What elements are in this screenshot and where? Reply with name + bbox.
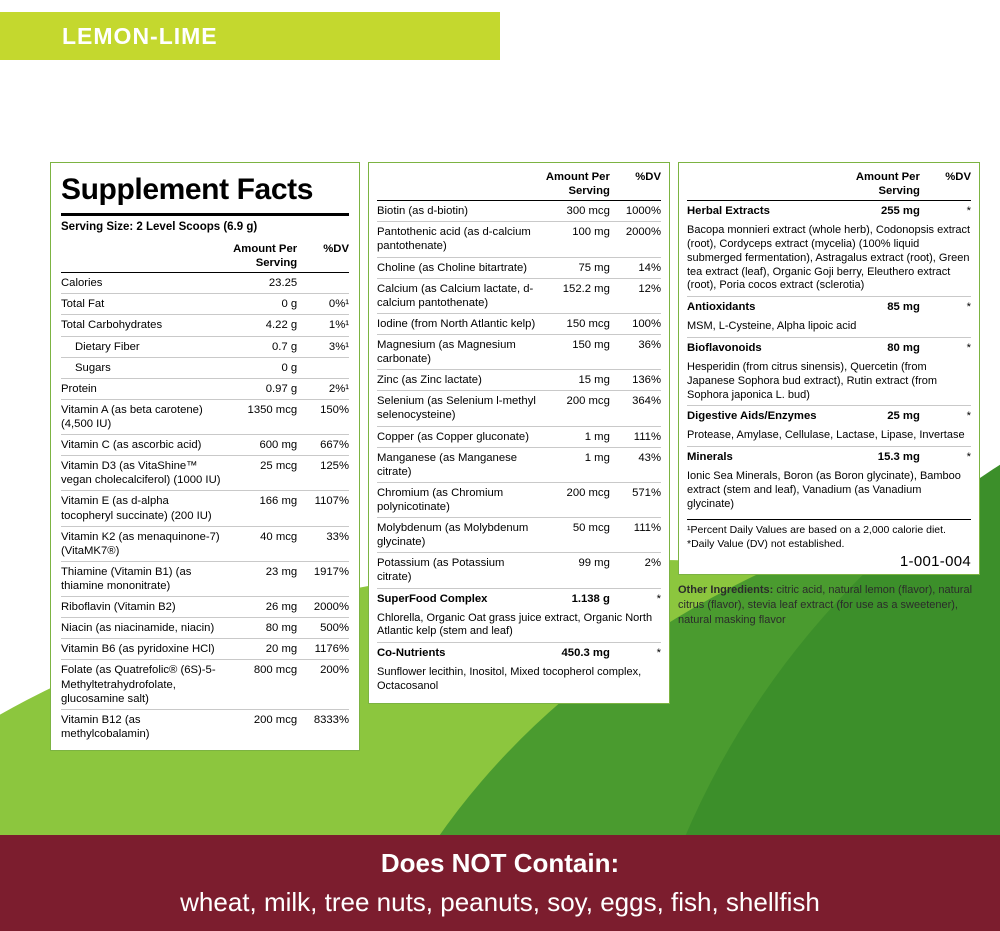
column-header-dv: %DV xyxy=(920,167,971,201)
nutrient-amount: 100 mg xyxy=(572,226,610,239)
nutrient-daily-value: 150% xyxy=(320,403,349,416)
blend-ingredients: Protease, Amylase, Cellulase, Lactase, Lipase, Invertase xyxy=(687,429,965,442)
nutrient-amount: 0 g xyxy=(281,361,298,374)
nutrient-amount: 200 mcg xyxy=(566,486,610,499)
table-header-row xyxy=(61,239,349,273)
table-row xyxy=(377,482,661,517)
table-row xyxy=(61,526,349,561)
nutrient-daily-value: 200% xyxy=(320,664,349,677)
blend-amount: 255 mg xyxy=(880,205,920,218)
nutrient-name: Vitamin C (as ascorbic acid) xyxy=(61,439,202,452)
nutrient-daily-value: 36% xyxy=(638,338,661,351)
table-row xyxy=(377,313,661,334)
blend-detail-row xyxy=(687,467,971,514)
allergen-heading: Does NOT Contain: xyxy=(380,848,620,878)
nutrient-amount: 800 mcg xyxy=(253,664,298,677)
table-row xyxy=(61,491,349,526)
table-row xyxy=(61,660,349,709)
nutrient-amount: 4.22 g xyxy=(265,319,298,332)
nutrient-amount: 1 mg xyxy=(584,430,610,443)
blend-amount: 450.3 mg xyxy=(561,647,610,660)
nutrient-name: Vitamin E (as d-alpha tocopheryl succinate) (200 IU) xyxy=(61,495,212,522)
nutrient-daily-value: 1%¹ xyxy=(328,319,349,332)
nutrient-name: Vitamin D3 (as VitaShine™ vegan cholecalciferol) (1000 IU) xyxy=(61,460,221,487)
nutrient-name: Choline (as Choline bitartrate) xyxy=(377,261,528,274)
blend-detail-row xyxy=(687,358,971,406)
nutrient-amount: 1350 mcg xyxy=(247,403,298,416)
nutrient-daily-value: 1176% xyxy=(314,643,349,656)
nutrient-daily-value: 125% xyxy=(320,460,349,473)
nutrient-amount: 166 mg xyxy=(259,495,298,508)
column-header-amount: Amount Per Serving xyxy=(222,239,297,273)
table-row xyxy=(61,618,349,639)
blend-daily-value: * xyxy=(656,647,661,660)
nutrient-amount: 150 mg xyxy=(572,338,610,351)
nutrient-name: Total Carbohydrates xyxy=(61,319,163,332)
nutrient-name: Manganese (as Manganese citrate) xyxy=(377,451,518,478)
table-row xyxy=(377,447,661,482)
nutrient-name: Riboflavin (Vitamin B2) xyxy=(61,601,176,614)
nutrient-amount: 0 g xyxy=(281,298,298,311)
nutrient-daily-value: 1917% xyxy=(313,565,349,578)
nutrient-daily-value: 2000% xyxy=(625,226,661,239)
blend-ingredients: Chlorella, Organic Oat grass juice extract, Organic North Atlantic kelp (stem and leaf) xyxy=(377,611,653,638)
nutrient-amount: 152.2 mg xyxy=(562,282,610,295)
nutrient-amount: 150 mcg xyxy=(566,317,610,330)
nutrient-daily-value: 3%¹ xyxy=(328,340,349,353)
nutrient-amount: 0.97 g xyxy=(265,382,298,395)
title-rule xyxy=(61,213,349,216)
table-row xyxy=(377,222,661,257)
nutrition-rows-tertiary xyxy=(687,201,971,515)
blend-row xyxy=(687,447,971,468)
other-ingredients xyxy=(678,583,980,628)
nutrient-amount: 1 mg xyxy=(584,451,610,464)
nutrient-daily-value: 43% xyxy=(638,451,661,464)
blend-amount: 80 mg xyxy=(887,341,920,354)
blend-daily-value: * xyxy=(966,205,971,218)
column-header-dv: %DV xyxy=(297,239,349,273)
table-row xyxy=(61,357,349,378)
blend-name: Bioflavonoids xyxy=(687,341,762,354)
nutrient-name: Calories xyxy=(61,277,103,290)
table-row xyxy=(61,399,349,434)
nutrient-daily-value: 136% xyxy=(632,374,661,387)
nutrient-daily-value: 2% xyxy=(644,557,661,570)
table-row xyxy=(61,435,349,456)
nutrient-amount: 600 mg xyxy=(259,439,298,452)
nutrient-daily-value xyxy=(297,357,349,378)
nutrient-name: Vitamin K2 (as menaquinone-7) (VitaMK7®) xyxy=(61,530,220,557)
nutrient-name: Magnesium (as Magnesium carbonate) xyxy=(377,338,516,366)
nutrition-table-primary xyxy=(61,239,349,744)
table-row xyxy=(61,315,349,336)
blend-row xyxy=(377,588,661,609)
nutrient-name: Dietary Fiber xyxy=(75,340,140,353)
nutrient-daily-value: 100% xyxy=(632,317,661,330)
nutrient-daily-value: 0%¹ xyxy=(328,298,349,311)
blend-name: Co-Nutrients xyxy=(377,647,446,660)
blend-amount: 15.3 mg xyxy=(877,451,920,464)
column-header-nutrient xyxy=(61,239,222,273)
table-row xyxy=(377,426,661,447)
blend-ingredients: MSM, L-Cysteine, Alpha lipoic acid xyxy=(687,320,857,333)
nutrient-name: Total Fat xyxy=(61,298,105,311)
blend-name: Minerals xyxy=(687,451,733,464)
nutrient-daily-value xyxy=(297,273,349,294)
nutrient-amount: 20 mg xyxy=(265,643,298,656)
nutrient-amount: 23.25 xyxy=(268,277,298,290)
column-header-amount: Amount Per Serving xyxy=(846,167,920,201)
nutrient-name: Calcium (as Calcium lactate, d-calcium pantothenate) xyxy=(377,282,534,309)
nutrient-daily-value: 667% xyxy=(320,439,349,452)
nutrient-amount: 25 mcg xyxy=(260,460,298,473)
nutrient-daily-value: 364% xyxy=(632,395,661,408)
blend-row xyxy=(687,337,971,358)
blend-daily-value: * xyxy=(966,341,971,354)
footnotes xyxy=(687,519,971,551)
blend-daily-value: * xyxy=(656,592,661,605)
blend-detail-row xyxy=(687,221,971,296)
nutrient-daily-value: 8333% xyxy=(313,713,349,726)
flavor-label: LEMON-LIME xyxy=(62,22,218,49)
blend-daily-value: * xyxy=(966,301,971,314)
blend-detail-row xyxy=(687,317,971,337)
nutrition-table-tertiary xyxy=(687,167,971,515)
nutrient-name: Copper (as Copper gluconate) xyxy=(377,430,529,443)
blend-ingredients: Bacopa monnieri extract (whole herb), Codonopsis extract (root), Cordyceps extract (mycelia) (100% liquid submerged fermentation), Astragalus extract (root), Green tea extract (leaf), Organic Goji berry, Eleuthero extract (root), Poria cocos extract (sclerotia) xyxy=(687,224,971,292)
table-row xyxy=(61,597,349,618)
nutrient-name: Vitamin B12 (as methylcobalamin) xyxy=(61,713,150,740)
supplement-facts-panels xyxy=(50,162,980,751)
blend-ingredients: Hesperidin (from citrus sinensis), Quercetin (from Japanese Sophora bud extract), Rutin extract (from Sophora japonica L. bud) xyxy=(687,361,938,401)
table-row xyxy=(61,561,349,596)
nutrient-daily-value: 33% xyxy=(326,530,349,543)
blend-daily-value: * xyxy=(966,451,971,464)
table-row xyxy=(377,278,661,313)
supplement-facts-panel-tertiary xyxy=(678,162,980,575)
supplement-facts-panel-secondary xyxy=(368,162,670,704)
nutrient-amount: 15 mg xyxy=(578,374,610,387)
blend-name: Digestive Aids/Enzymes xyxy=(687,410,817,423)
nutrient-name: Biotin (as d-biotin) xyxy=(377,205,469,218)
allergen-list: wheat, milk, tree nuts, peanuts, soy, eggs, fish, shellfish xyxy=(180,887,820,917)
nutrient-daily-value: 14% xyxy=(638,261,661,274)
blend-ingredients: Sunflower lecithin, Inositol, Mixed tocopherol complex, Octacosanol xyxy=(377,666,642,692)
blend-amount: 1.138 g xyxy=(571,592,610,605)
nutrient-name: Vitamin B6 (as pyridoxine HCl) xyxy=(61,643,215,656)
column-header-nutrient xyxy=(377,167,536,201)
allergen-banner xyxy=(0,835,1000,931)
nutrient-name: Vitamin A (as beta carotene) (4,500 IU) xyxy=(61,403,203,430)
lot-code: 1-001-004 xyxy=(899,552,971,570)
table-row xyxy=(61,456,349,491)
table-header-row xyxy=(687,167,971,201)
other-ingredients-text: citric acid, natural lemon (flavor), natural citrus (flavor), stevia leaf extract (for use as a sweetener), natural masking flavor xyxy=(678,583,973,626)
nutrient-name: Pantothenic acid (as d-calcium pantothenate) xyxy=(377,226,531,253)
blend-detail-row xyxy=(687,426,971,446)
table-row xyxy=(61,273,349,294)
blend-name: SuperFood Complex xyxy=(377,592,488,605)
nutrient-name: Selenium (as Selenium l-methyl selenocysteine) xyxy=(377,395,536,422)
nutrient-amount: 75 mg xyxy=(578,261,610,274)
table-row xyxy=(377,553,661,588)
flavor-banner xyxy=(0,12,500,60)
nutrient-daily-value: 2000% xyxy=(313,601,349,614)
nutrient-amount: 200 mcg xyxy=(253,713,298,726)
blend-amount: 85 mg xyxy=(887,301,920,314)
blend-daily-value: * xyxy=(966,410,971,423)
blend-ingredients: Ionic Sea Minerals, Boron (as Boron glycinate), Bamboo extract (stem and leaf), Vanadium (as Vanadium glycinate) xyxy=(687,470,961,510)
table-row xyxy=(377,334,661,369)
serving-size: Serving Size: 2 Level Scoops (6.9 g) xyxy=(61,221,258,233)
nutrient-name: Niacin (as niacinamide, niacin) xyxy=(61,622,215,635)
nutrient-daily-value: 2%¹ xyxy=(328,382,349,395)
nutrient-amount: 80 mg xyxy=(265,622,298,635)
table-row xyxy=(61,378,349,399)
other-ingredients-label: Other Ingredients: xyxy=(678,583,774,596)
blend-row xyxy=(687,297,971,318)
nutrition-table-secondary xyxy=(377,167,661,697)
column-header-nutrient xyxy=(687,167,846,201)
blend-name: Herbal Extracts xyxy=(687,205,770,218)
nutrient-amount: 99 mg xyxy=(578,557,610,570)
table-row xyxy=(377,201,661,222)
column-header-dv: %DV xyxy=(610,167,661,201)
nutrient-name: Sugars xyxy=(75,361,111,374)
nutrient-name: Folate (as Quatrefolic® (6S)-5-Methyltetrahydrofolate, glucosamine salt) xyxy=(61,664,216,705)
nutrient-amount: 0.7 g xyxy=(272,340,298,353)
nutrition-rows-secondary xyxy=(377,201,661,697)
nutrient-name: Thiamine (Vitamin B1) (as thiamine mononitrate) xyxy=(61,565,192,592)
nutrient-amount: 26 mg xyxy=(265,601,298,614)
nutrient-amount: 50 mcg xyxy=(572,522,610,535)
nutrient-daily-value: 1107% xyxy=(314,495,349,508)
nutrient-name: Iodine (from North Atlantic kelp) xyxy=(377,317,536,330)
nutrient-amount: 200 mcg xyxy=(566,395,610,408)
table-row xyxy=(377,518,661,553)
nutrient-daily-value: 1000% xyxy=(625,205,661,218)
table-row xyxy=(377,257,661,278)
nutrient-name: Chromium (as Chromium polynicotinate) xyxy=(377,486,504,513)
page-title: Supplement Facts xyxy=(61,173,313,206)
nutrient-name: Zinc (as Zinc lactate) xyxy=(377,374,482,387)
blend-amount: 25 mg xyxy=(887,410,920,423)
blend-row xyxy=(687,201,971,222)
nutrient-daily-value: 111% xyxy=(633,430,661,443)
blend-row xyxy=(377,643,661,664)
nutrient-daily-value: 12% xyxy=(638,282,661,295)
nutrient-daily-value: 571% xyxy=(632,486,661,499)
nutrient-daily-value: 111% xyxy=(633,522,661,535)
blend-detail-row xyxy=(377,609,661,643)
table-header-row xyxy=(377,167,661,201)
blend-row xyxy=(687,406,971,427)
table-row xyxy=(61,639,349,660)
nutrient-daily-value: 500% xyxy=(320,622,349,635)
table-row xyxy=(61,709,349,744)
table-row xyxy=(377,370,661,391)
blend-name: Antioxidants xyxy=(687,301,756,314)
nutrient-amount: 40 mcg xyxy=(260,530,298,543)
table-row xyxy=(61,336,349,357)
table-row xyxy=(377,391,661,426)
supplement-facts-panel-primary xyxy=(50,162,360,751)
supplement-facts-panel-tertiary-column xyxy=(678,162,980,627)
footnote-daily-values: ¹Percent Daily Values are based on a 2,000 calorie diet. xyxy=(687,523,946,536)
table-row xyxy=(61,294,349,315)
blend-detail-row xyxy=(377,663,661,697)
nutrient-name: Potassium (as Potassium citrate) xyxy=(377,557,505,584)
nutrient-name: Molybdenum (as Molybdenum glycinate) xyxy=(377,522,529,549)
column-header-amount: Amount Per Serving xyxy=(536,167,610,201)
footnote-dv-not-established: *Daily Value (DV) not established. xyxy=(687,537,845,550)
nutrient-name: Protein xyxy=(61,382,97,395)
nutrition-rows-primary xyxy=(61,273,349,744)
nutrient-amount: 300 mcg xyxy=(566,205,610,218)
nutrient-amount: 23 mg xyxy=(265,565,298,578)
